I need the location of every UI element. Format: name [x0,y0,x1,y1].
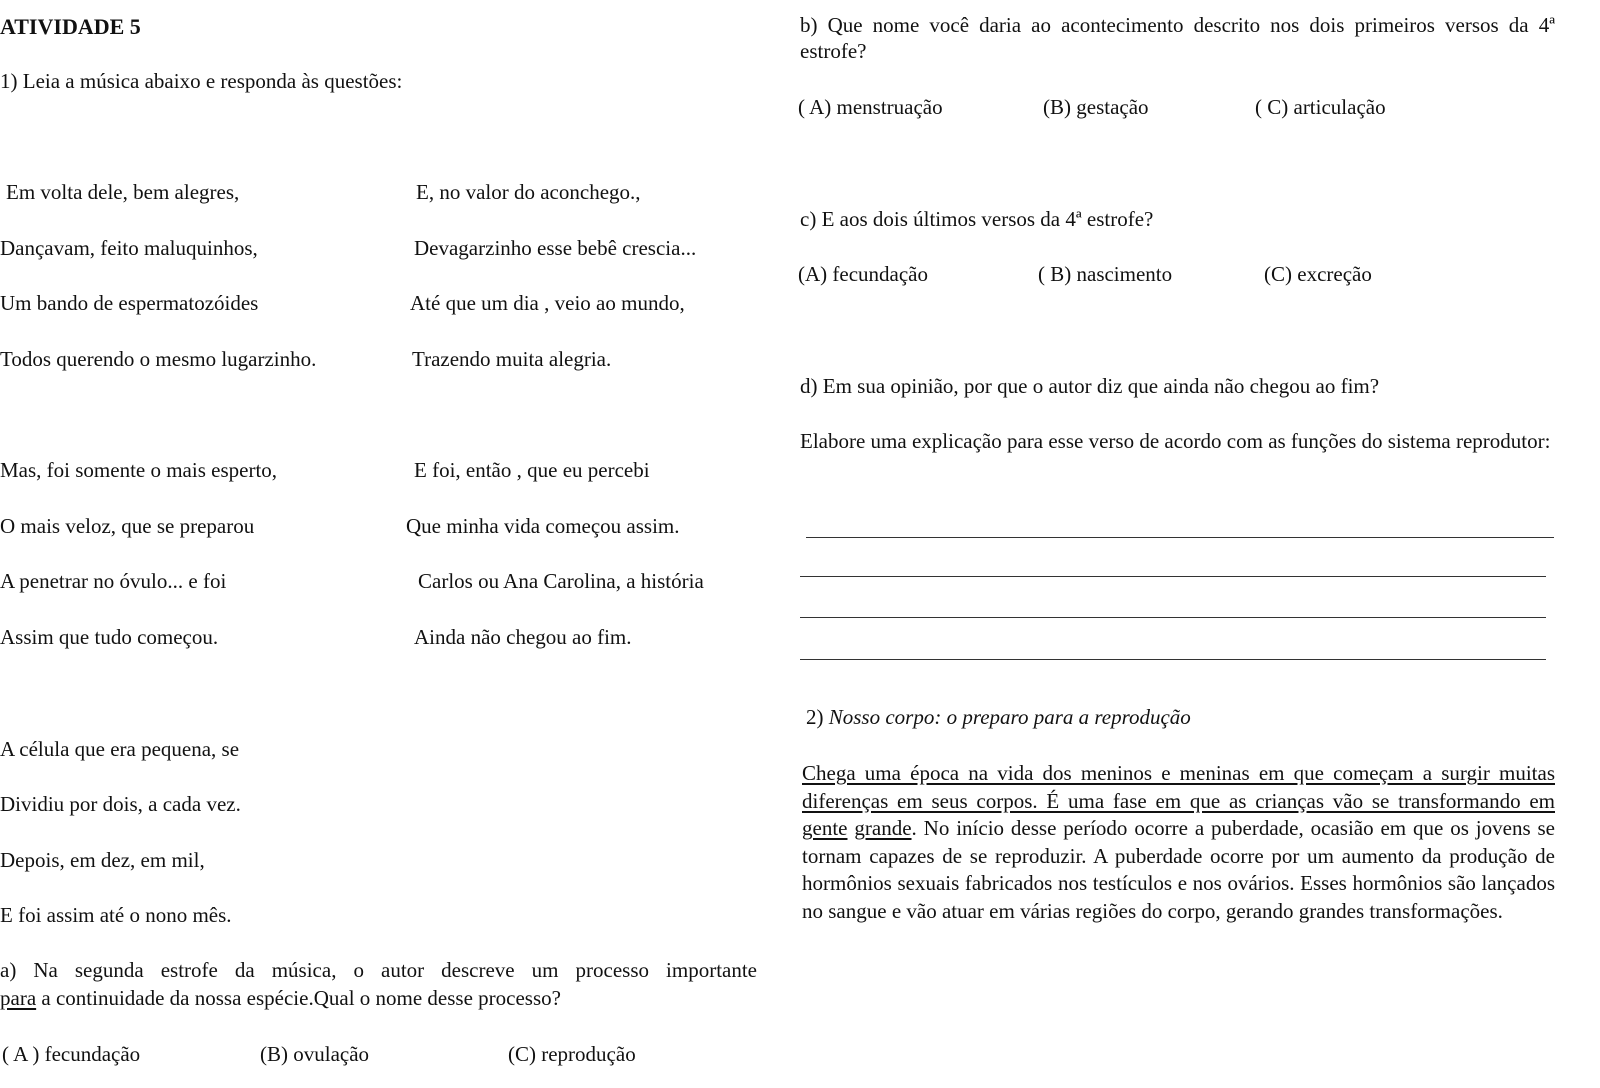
option-b-b: (B) gestação [1043,95,1149,119]
verse: Assim que tudo começou. [0,625,219,649]
question-a-line2 [0,985,561,1011]
option-b-a: ( A) menstruação [798,95,943,119]
answer-line[interactable] [806,537,1554,538]
option-b-c: ( C) articulação [1255,95,1386,119]
activity-heading: ATIVIDADE 5 [0,14,141,39]
verse: A penetrar no óvulo... e foi [0,569,227,593]
option-c-c: (C) excreção [1264,262,1372,286]
question-2-number: 2) [806,705,829,729]
verse: O mais veloz, que se preparou [0,514,255,538]
option-a-a: ( A ) fecundação [2,1042,141,1066]
underlined-word-grande: grande [854,816,912,840]
question-2-title-text: Nosso corpo: o preparo para a reprodução [828,705,1191,729]
verse: Que minha vida começou assim. [406,514,680,538]
question-d-text: d) Em sua opinião, por que o autor diz que ainda não chegou ao fim? [800,374,1380,398]
question-2-title [806,704,1191,730]
verse: Devagarzinho esse bebê crescia... [414,236,697,260]
verse: Um bando de espermatozóides [0,291,259,315]
verse: A célula que era pequena, se [0,737,240,761]
verse: E foi assim até o nono mês. [0,903,232,927]
option-c-b: ( B) nascimento [1038,262,1173,286]
verse: Ainda não chegou ao fim. [414,625,632,649]
question-b-text: b) Que nome você daria ao acontecimento descrito nos dois primeiros versos da 4ª estrofe? [800,13,1555,63]
answer-line[interactable] [800,659,1546,660]
question-1-instruction: 1) Leia a música abaixo e responda às questões: [0,69,403,93]
verse: Dançavam, feito maluquinhos, [0,236,258,260]
verse: Carlos ou Ana Carolina, a história [418,569,704,593]
verse: Mas, foi somente o mais esperto, [0,458,278,482]
question-a-line1: a) Na segunda estrofe da música, o autor descreve um processo importante [0,958,757,982]
question-a-text: a continuidade da nossa espécie.Qual o nome desse processo? [36,986,561,1010]
underlined-passage: Chega uma época na vida dos meninos e meninas em que começam a surgir muitas diferenças em seus corpos. É uma fase em que as crianças vão se transformando em gente [802,761,1555,840]
question-d-instruction: Elabore uma explicação para esse verso de acordo com as funções do sistema reprodutor: [800,429,1551,453]
verse: E, no valor do aconchego., [416,180,641,204]
option-a-c: (C) reprodução [508,1042,636,1066]
verse: Em volta dele, bem alegres, [6,180,240,204]
verse: Dividiu por dois, a cada vez. [0,792,241,816]
underlined-word: para [0,986,37,1010]
question-c-text: c) E aos dois últimos versos da 4ª estrofe? [800,207,1154,231]
paragraph-text: . No início desse período ocorre a puberdade, ocasião em que os jovens se tornam capazes de se reproduzir. A puberdade ocorre por um aumento da produção de hormônios sexuais fabricados nos testículos e nos ovários. Esses hormônios são lançados no sangue e vão atuar em várias regiões do corpo, gerando grandes transformações. [802,816,1556,923]
verse: E foi, então , que eu percebi [414,458,650,482]
answer-line[interactable] [800,576,1546,577]
answer-line[interactable] [800,617,1546,618]
verse: Todos querendo o mesmo lugarzinho. [0,347,317,371]
verse: Até que um dia , veio ao mundo, [410,291,685,315]
option-c-a: (A) fecundação [798,262,928,286]
option-a-b: (B) ovulação [260,1042,370,1066]
verse: Trazendo muita alegria. [412,347,612,371]
verse: Depois, em dez, em mil, [0,848,205,872]
question-2-paragraph [802,760,1555,925]
